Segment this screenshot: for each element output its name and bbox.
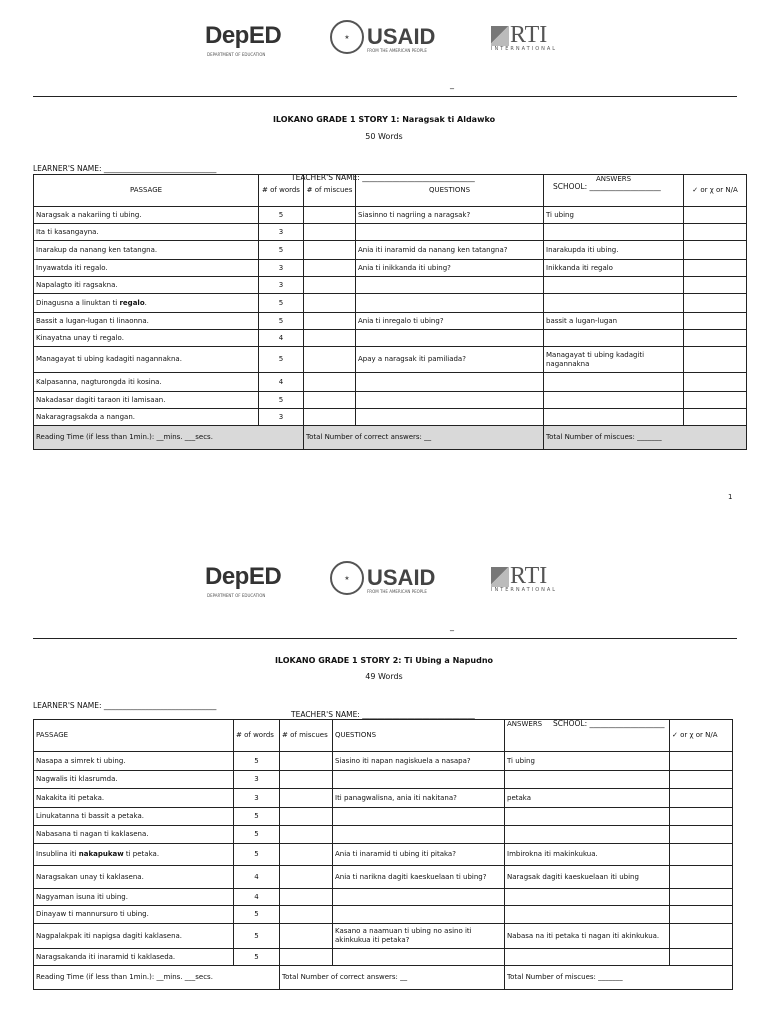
word-count-cell: 5: [234, 826, 280, 844]
answer-cell: [544, 277, 684, 294]
reading-time-field[interactable]: Reading Time (if less than 1min.): __mins. ___secs.: [34, 966, 280, 990]
table-row: [34, 949, 733, 966]
answers-header: ANSWERS: [505, 720, 670, 752]
question-cell: [356, 294, 544, 313]
word-count-cell: 3: [259, 224, 304, 241]
separator-dash: _: [450, 622, 454, 631]
check-cell[interactable]: [670, 752, 733, 771]
question-cell: [333, 949, 505, 966]
table-row: [34, 844, 733, 866]
passage-cell: [34, 313, 259, 330]
miscues-cell[interactable]: [304, 224, 356, 241]
check-cell[interactable]: [670, 949, 733, 966]
usaid-seal-icon: ★: [330, 20, 364, 54]
miscues-cell[interactable]: [280, 771, 333, 789]
header-rule: [33, 638, 737, 639]
learner-name-field[interactable]: LEARNER'S NAME: ______________________________: [33, 701, 217, 710]
miscues-cell[interactable]: [304, 207, 356, 224]
deped-logo: DepED DEPARTMENT OF EDUCATION: [205, 563, 282, 598]
check-header: ✓ or χ or N/A: [670, 720, 733, 752]
passage-cell: [34, 906, 234, 924]
passage-cell: [34, 752, 234, 771]
table-row: [34, 207, 747, 224]
word-count-cell: 5: [234, 752, 280, 771]
answer-cell: [505, 949, 670, 966]
miscues-cell[interactable]: [304, 373, 356, 392]
question-cell: Siasino iti napan nagiskuela a nasapa?: [333, 752, 505, 771]
passage-text: Ita ti kasangayna.: [36, 227, 99, 236]
word-count-cell: 3: [259, 409, 304, 426]
miscues-cell[interactable]: [280, 889, 333, 906]
question-cell: Siasinno ti nagriing a naragsak?: [356, 207, 544, 224]
miscues-cell[interactable]: [280, 906, 333, 924]
miscues-cell[interactable]: [280, 949, 333, 966]
passage-text: Bassit a lugan-lugan ti linaonna.: [36, 316, 149, 325]
passage-text: Naragsakanda iti inaramid ti kaklaseda.: [36, 952, 176, 961]
passage-text: Nagwalis iti klasrumda.: [36, 775, 118, 783]
passage-text: Dinagusna a linuktan ti: [36, 298, 120, 307]
question-cell: Apay a naragsak iti pamiliada?: [356, 347, 544, 373]
question-cell: [333, 808, 505, 826]
miscues-header: # of miscues: [280, 720, 333, 752]
answer-cell: Nabasa na iti petaka ti nagan iti akinkukua.: [505, 924, 670, 949]
answer-cell: Inikkanda iti regalo: [544, 260, 684, 277]
school-field[interactable]: SCHOOL: ____________________: [553, 719, 665, 728]
story1-title: ILOKANO GRADE 1 STORY 1: Naragsak ti Aldawko: [272, 115, 496, 124]
table-row: [34, 808, 733, 826]
table-row: [34, 294, 747, 313]
check-cell[interactable]: [684, 347, 747, 373]
passage-text: Inarakup da nanang ken tatangna.: [36, 245, 158, 254]
word-count-cell: 5: [259, 241, 304, 260]
word-count-cell: 3: [259, 277, 304, 294]
word-count-cell: 5: [234, 949, 280, 966]
word-count-cell: 5: [234, 808, 280, 826]
passage-text: Managayat ti ubing kadagiti nagannakna.: [36, 355, 182, 363]
passage-text-after: .: [144, 298, 147, 307]
story2-rows: [34, 752, 733, 966]
passage-cell: [34, 347, 259, 373]
answer-cell: [544, 373, 684, 392]
question-cell: Ania ti inaramid ti ubing iti pitaka?: [333, 844, 505, 866]
passage-text: Inyawatda iti regalo.: [36, 263, 108, 272]
passage-cell: [34, 949, 234, 966]
passage-cell: [34, 409, 259, 426]
reading-time-field[interactable]: Reading Time (if less than 1min.): __mins. ___secs.: [34, 426, 304, 450]
miscues-total-field[interactable]: Total Number of miscues: _______: [505, 966, 733, 990]
table-row: [34, 866, 733, 889]
miscues-cell[interactable]: [304, 277, 356, 294]
table-row: [34, 889, 733, 906]
check-cell[interactable]: [670, 924, 733, 949]
teacher-name-field[interactable]: TEACHER'S NAME: ______________________________: [291, 173, 475, 182]
miscues-cell[interactable]: [280, 752, 333, 771]
passage-text: Kinayatna unay ti regalo.: [36, 333, 124, 342]
check-header: ✓ or χ or N/A: [684, 175, 747, 207]
word-count-cell: 5: [234, 844, 280, 866]
miscues-cell[interactable]: [304, 409, 356, 426]
check-cell[interactable]: [684, 294, 747, 313]
table-row: [34, 789, 733, 808]
school-field[interactable]: SCHOOL: ___________________: [553, 182, 661, 191]
answers-header: ANSWERS: [544, 175, 684, 207]
passage-cell: [34, 207, 259, 224]
answer-cell: [544, 409, 684, 426]
correct-answers-field[interactable]: Total Number of correct answers: __: [280, 966, 505, 990]
word-count-cell: 3: [234, 771, 280, 789]
passage-cell: [34, 866, 234, 889]
answer-cell: petaka: [505, 789, 670, 808]
check-cell[interactable]: [684, 277, 747, 294]
passage-text: Nagyaman isuna iti ubing.: [36, 892, 128, 901]
passage-text: Nakadasar dagiti taraon iti lamisaan.: [36, 395, 166, 404]
usaid-seal-icon: ★: [330, 561, 364, 595]
table-row: [34, 906, 733, 924]
passage-cell: [34, 224, 259, 241]
passage-text: Linukatanna ti bassit a petaka.: [36, 812, 144, 820]
check-cell[interactable]: [670, 889, 733, 906]
usaid-logo: ★ USAID FROM THE AMERICAN PEOPLE: [330, 20, 435, 54]
passage-cell: [34, 889, 234, 906]
header-rule: [33, 96, 737, 97]
answer-cell: Naragsak dagiti kaeskuelaan iti ubing: [505, 866, 670, 889]
correct-answers-field[interactable]: Total Number of correct answers: __: [304, 426, 544, 450]
question-cell: Iti panagwalisna, ania iti nakitana?: [333, 789, 505, 808]
passage-text: Nabasana ti nagan ti kaklasena.: [36, 830, 149, 838]
answer-cell: Imbirokna iti makinkukua.: [505, 844, 670, 866]
miscues-cell[interactable]: [280, 789, 333, 808]
table-row: [34, 224, 747, 241]
miscues-cell[interactable]: [304, 392, 356, 409]
story2-title: ILOKANO GRADE 1 STORY 2: Ti Ubing a Napudno: [274, 656, 494, 665]
passage-bold-word: nakapukaw: [78, 850, 124, 858]
passage-text: Napalagto iti ragsakna.: [36, 280, 118, 289]
passage-cell: [34, 826, 234, 844]
answer-cell: [544, 224, 684, 241]
answer-cell: Ti ubing: [544, 207, 684, 224]
word-count-cell: 5: [259, 207, 304, 224]
miscues-cell[interactable]: [280, 826, 333, 844]
passage-cell: [34, 277, 259, 294]
check-cell[interactable]: [684, 409, 747, 426]
question-cell: Ania ti narikna dagiti kaeskuelaan ti ubing?: [333, 866, 505, 889]
passage-cell: [34, 844, 234, 866]
words-header: # of words: [259, 175, 304, 207]
passage-cell: [34, 373, 259, 392]
word-count-cell: 5: [234, 906, 280, 924]
question-cell: Ania ti inikkanda iti ubing?: [356, 260, 544, 277]
usaid-logo: ★ USAID FROM THE AMERICAN PEOPLE: [330, 561, 435, 595]
table-row: [34, 241, 747, 260]
word-count-cell: 3: [234, 789, 280, 808]
rti-mark-icon: [491, 26, 509, 46]
check-cell[interactable]: [684, 241, 747, 260]
passage-header: PASSAGE: [34, 175, 259, 207]
answer-cell: Ti ubing: [505, 752, 670, 771]
miscues-cell[interactable]: [280, 866, 333, 889]
miscues-cell[interactable]: [304, 260, 356, 277]
story2-table: [33, 719, 733, 990]
check-cell[interactable]: [684, 207, 747, 224]
answer-cell: bassit a lugan-lugan: [544, 313, 684, 330]
word-count-cell: 5: [259, 313, 304, 330]
word-count-cell: 5: [259, 347, 304, 373]
teacher-name-field[interactable]: TEACHER'S NAME: ______________________________: [291, 710, 475, 719]
check-cell[interactable]: [684, 313, 747, 330]
check-cell[interactable]: [670, 808, 733, 826]
rti-logo: RTI INTERNATIONAL: [491, 22, 558, 52]
table-row: [34, 826, 733, 844]
story2-word-count: 49 Words: [365, 672, 403, 681]
passage-cell: [34, 808, 234, 826]
rti-mark-icon: [491, 567, 509, 587]
story1-word-count: 50 Words: [365, 132, 403, 141]
word-count-cell: 3: [259, 260, 304, 277]
question-cell: [333, 826, 505, 844]
check-cell[interactable]: [684, 373, 747, 392]
miscues-cell[interactable]: [280, 924, 333, 949]
check-cell[interactable]: [684, 224, 747, 241]
check-cell[interactable]: [670, 771, 733, 789]
check-cell[interactable]: [670, 789, 733, 808]
passage-cell: [34, 260, 259, 277]
passage-text: Nakakita iti petaka.: [36, 793, 105, 802]
question-cell: Ania iti inaramid da nanang ken tatangna?: [356, 241, 544, 260]
question-cell: Ania ti inregalo ti ubing?: [356, 313, 544, 330]
passage-text: Kalpasanna, nagturongda iti kosina.: [36, 377, 162, 386]
passage-text: Nakaragragsakda a nangan.: [36, 412, 135, 421]
passage-header: PASSAGE: [34, 720, 234, 752]
passage-cell: [34, 924, 234, 949]
miscues-cell[interactable]: [304, 330, 356, 347]
answer-cell: [505, 808, 670, 826]
answer-cell: [505, 826, 670, 844]
table-row: [34, 409, 747, 426]
miscues-cell[interactable]: [304, 241, 356, 260]
passage-cell: [34, 330, 259, 347]
question-cell: [356, 373, 544, 392]
passage-bold-word: regalo: [119, 298, 145, 307]
passage-text: Naragsakan unay ti kaklasena.: [36, 872, 144, 881]
passage-text: Nasapa a simrek ti ubing.: [36, 756, 126, 765]
questions-header: QUESTIONS: [356, 175, 544, 207]
check-cell[interactable]: [670, 866, 733, 889]
question-cell: [356, 277, 544, 294]
word-count-cell: 4: [234, 866, 280, 889]
questions-header: QUESTIONS: [333, 720, 505, 752]
question-cell: Kasano a naamuan ti ubing no asino iti akinkukua iti petaka?: [333, 924, 505, 949]
passage-cell: [34, 789, 234, 808]
miscues-cell[interactable]: [280, 808, 333, 826]
check-cell[interactable]: [670, 906, 733, 924]
word-count-cell: 4: [234, 889, 280, 906]
answer-cell: [544, 294, 684, 313]
table-row: [34, 260, 747, 277]
question-cell: [333, 889, 505, 906]
question-cell: [333, 906, 505, 924]
story1-table: [33, 174, 747, 450]
answer-cell: [544, 330, 684, 347]
table-row: [34, 392, 747, 409]
question-cell: [356, 330, 544, 347]
answer-cell: Inarakupda iti ubing.: [544, 241, 684, 260]
miscues-cell[interactable]: [304, 294, 356, 313]
learner-name-field[interactable]: LEARNER'S NAME: ______________________________: [33, 164, 217, 173]
answer-cell: [505, 771, 670, 789]
question-cell: [356, 224, 544, 241]
check-cell[interactable]: [684, 260, 747, 277]
table-row: [34, 277, 747, 294]
table-row: [34, 373, 747, 392]
answer-cell: Managayat ti ubing kadagiti nagannakna: [544, 347, 684, 373]
table-row: [34, 771, 733, 789]
miscues-total-field[interactable]: Total Number of miscues: _______: [544, 426, 747, 450]
answer-cell: [505, 906, 670, 924]
rti-logo: RTI INTERNATIONAL: [491, 563, 558, 593]
separator-dash: _: [450, 80, 454, 89]
passage-cell: [34, 392, 259, 409]
word-count-cell: 4: [259, 330, 304, 347]
question-cell: [333, 771, 505, 789]
logo-bar: [0, 20, 768, 70]
passage-text: Naragsak a nakariing ti ubing.: [36, 210, 142, 219]
miscues-header: # of miscues: [304, 175, 356, 207]
passage-text-after: ti petaka.: [123, 850, 160, 858]
page-number: 1: [728, 493, 733, 501]
miscues-cell[interactable]: [304, 347, 356, 373]
passage-cell: [34, 771, 234, 789]
check-cell[interactable]: [684, 392, 747, 409]
miscues-cell[interactable]: [280, 844, 333, 866]
table-row: [34, 347, 747, 373]
check-cell[interactable]: [670, 826, 733, 844]
story1-rows: [34, 207, 747, 426]
question-cell: [356, 392, 544, 409]
miscues-cell[interactable]: [304, 313, 356, 330]
answer-cell: [544, 392, 684, 409]
logo-bar: [0, 561, 768, 611]
passage-text: Dinayaw ti mannursuro ti ubing.: [36, 910, 149, 918]
word-count-cell: 5: [259, 392, 304, 409]
question-cell: [356, 409, 544, 426]
passage-cell: [34, 294, 259, 313]
word-count-cell: 5: [234, 924, 280, 949]
answer-cell: [505, 889, 670, 906]
table-row: [34, 752, 733, 771]
check-cell[interactable]: [670, 844, 733, 866]
word-count-cell: 4: [259, 373, 304, 392]
table-row: [34, 924, 733, 949]
deped-logo: DepED DEPARTMENT OF EDUCATION: [205, 22, 282, 57]
word-count-cell: 5: [259, 294, 304, 313]
passage-text: Insublina iti: [36, 850, 79, 858]
table-row: [34, 330, 747, 347]
table-row: [34, 313, 747, 330]
passage-text: Nagpalakpak iti napigsa dagiti kaklasena.: [36, 931, 183, 940]
check-cell[interactable]: [684, 330, 747, 347]
passage-cell: [34, 241, 259, 260]
words-header: # of words: [234, 720, 280, 752]
